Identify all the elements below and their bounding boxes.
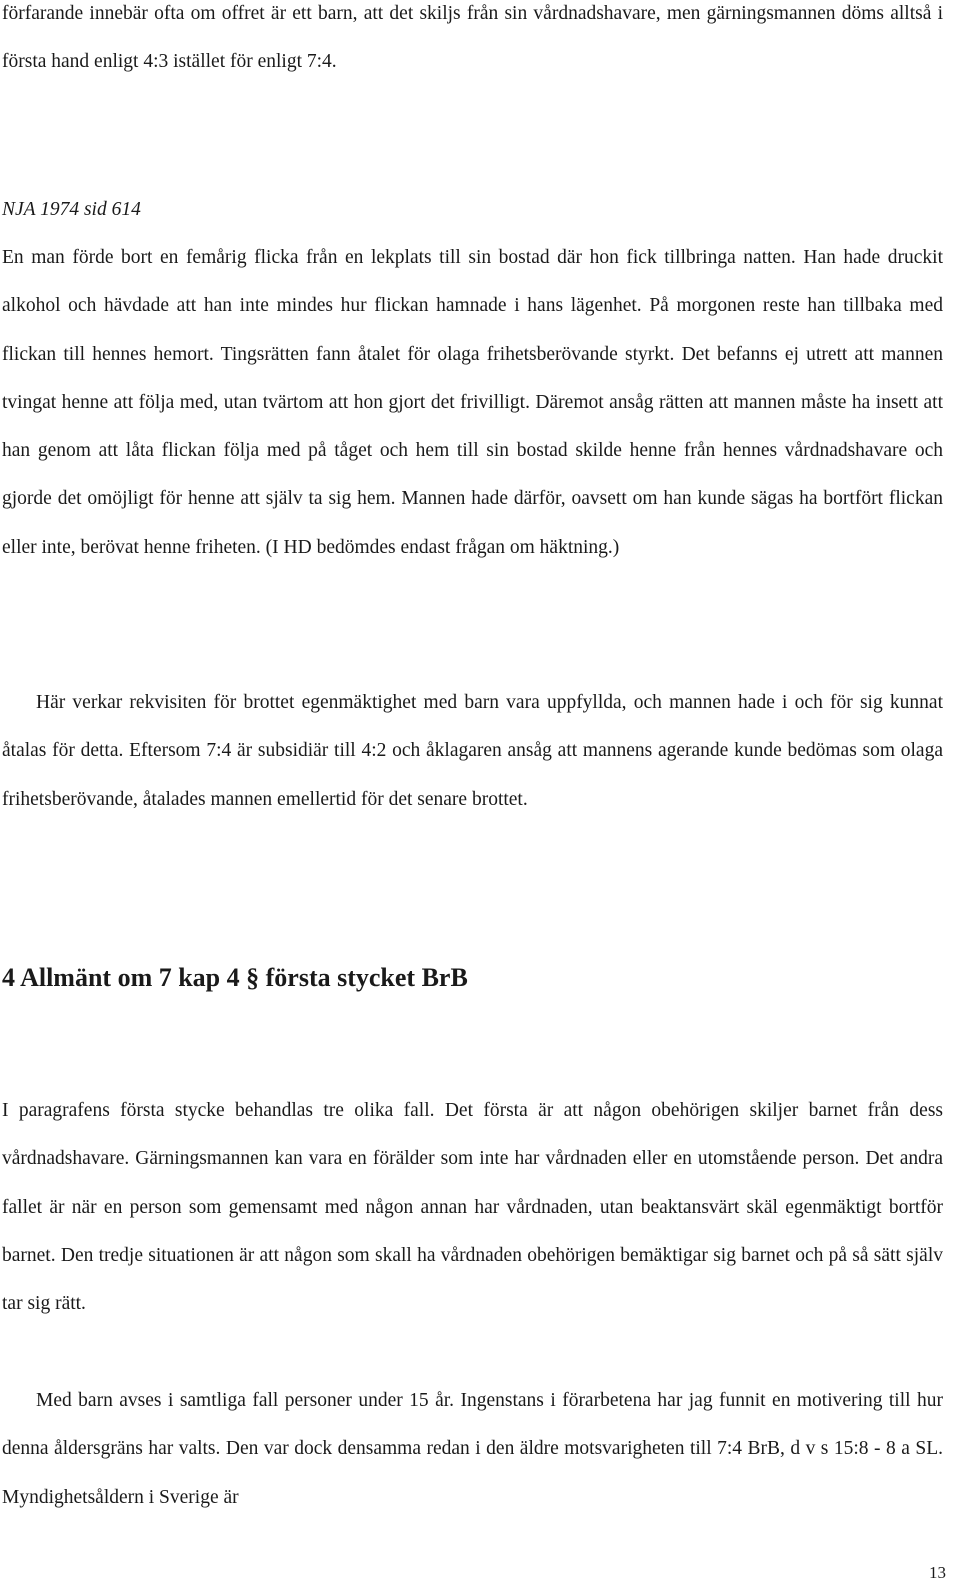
paragraph-case-summary: En man förde bort en femårig flicka från en lekplats till sin bostad där hon fick tillbringa natten. Han hade druckit alkohol och hävdade att han inte mindes hur flickan hamnade i hans lägenhet. På morgonen reste han tillbaka med flickan till hennes hemort. Tingsrätten fann åtalet för olaga frihetsberövande styrkt. Det befanns ej utrett att mannen tvingat henne att följa med, utan tvärtom att hon gjort det frivilligt. Däremot ansåg rätten att mannen måste ha insett att han genom att låta flickan följa med på tåget och hem till sin bostad skilde henne från hennes vårdnadshavare och gjorde det omöjligt för henne att själv ta sig hem. Mannen hade därför, oavsett om han kunde sägas ha bortfört flickan eller inte, berövat henne friheten. (I HD bedömdes endast frågan om häktning.) [2,247,943,558]
paragraph-section-1: I paragrafens första stycke behandlas tre olika fall. Det första är att någon obehörigen skiljer barnet från dess vårdnadshavare. Gärningsmannen kan vara en förälder som inte har vårdnaden eller en utomstående person. Det andra fallet är när en person som gemensamt med någon annan har vårdnaden, utan beaktansvärt skäl egenmäktigt bortför barnet. Den tredje situationen är att någon som skall ha vårdnaden obehörigen bemäktigar sig barnet och på så sätt själv tar sig rätt. [2,1100,943,1315]
paragraph-intro: förfarande innebär ofta om offret är ett barn, att det skiljs från sin vårdnadshavare, men gärningsmannen döms alltså i första hand enligt 4:3 istället för enligt 7:4. [2,3,943,73]
paragraph-section-2: Med barn avses i samtliga fall personer under 15 år. Ingenstans i förarbetena har jag funnit en motivering till hur denna åldersgräns har valts. Den var dock densamma redan i den äldre motsvarigheten till 7:4 BrB, d v s 15:8 - 8 a SL. Myndighetsåldern i Sverige är [2,1390,943,1508]
paragraph-commentary: Här verkar rekvisiten för brottet egenmäktighet med barn vara uppfyllda, och mannen hade i och för sig kunnat åtalas för detta. Eftersom 7:4 är subsidiär till 4:2 och åklagaren ansåg att mannens agerande kunde bedömas som olaga frihetsberövande, åtalades mannen emellertid för det senare brottet. [2,692,943,810]
page-number: 13 [929,1563,946,1582]
section-heading: 4 Allmänt om 7 kap 4 § första stycket BrB [2,963,468,992]
case-reference: NJA 1974 sid 614 [2,199,141,220]
